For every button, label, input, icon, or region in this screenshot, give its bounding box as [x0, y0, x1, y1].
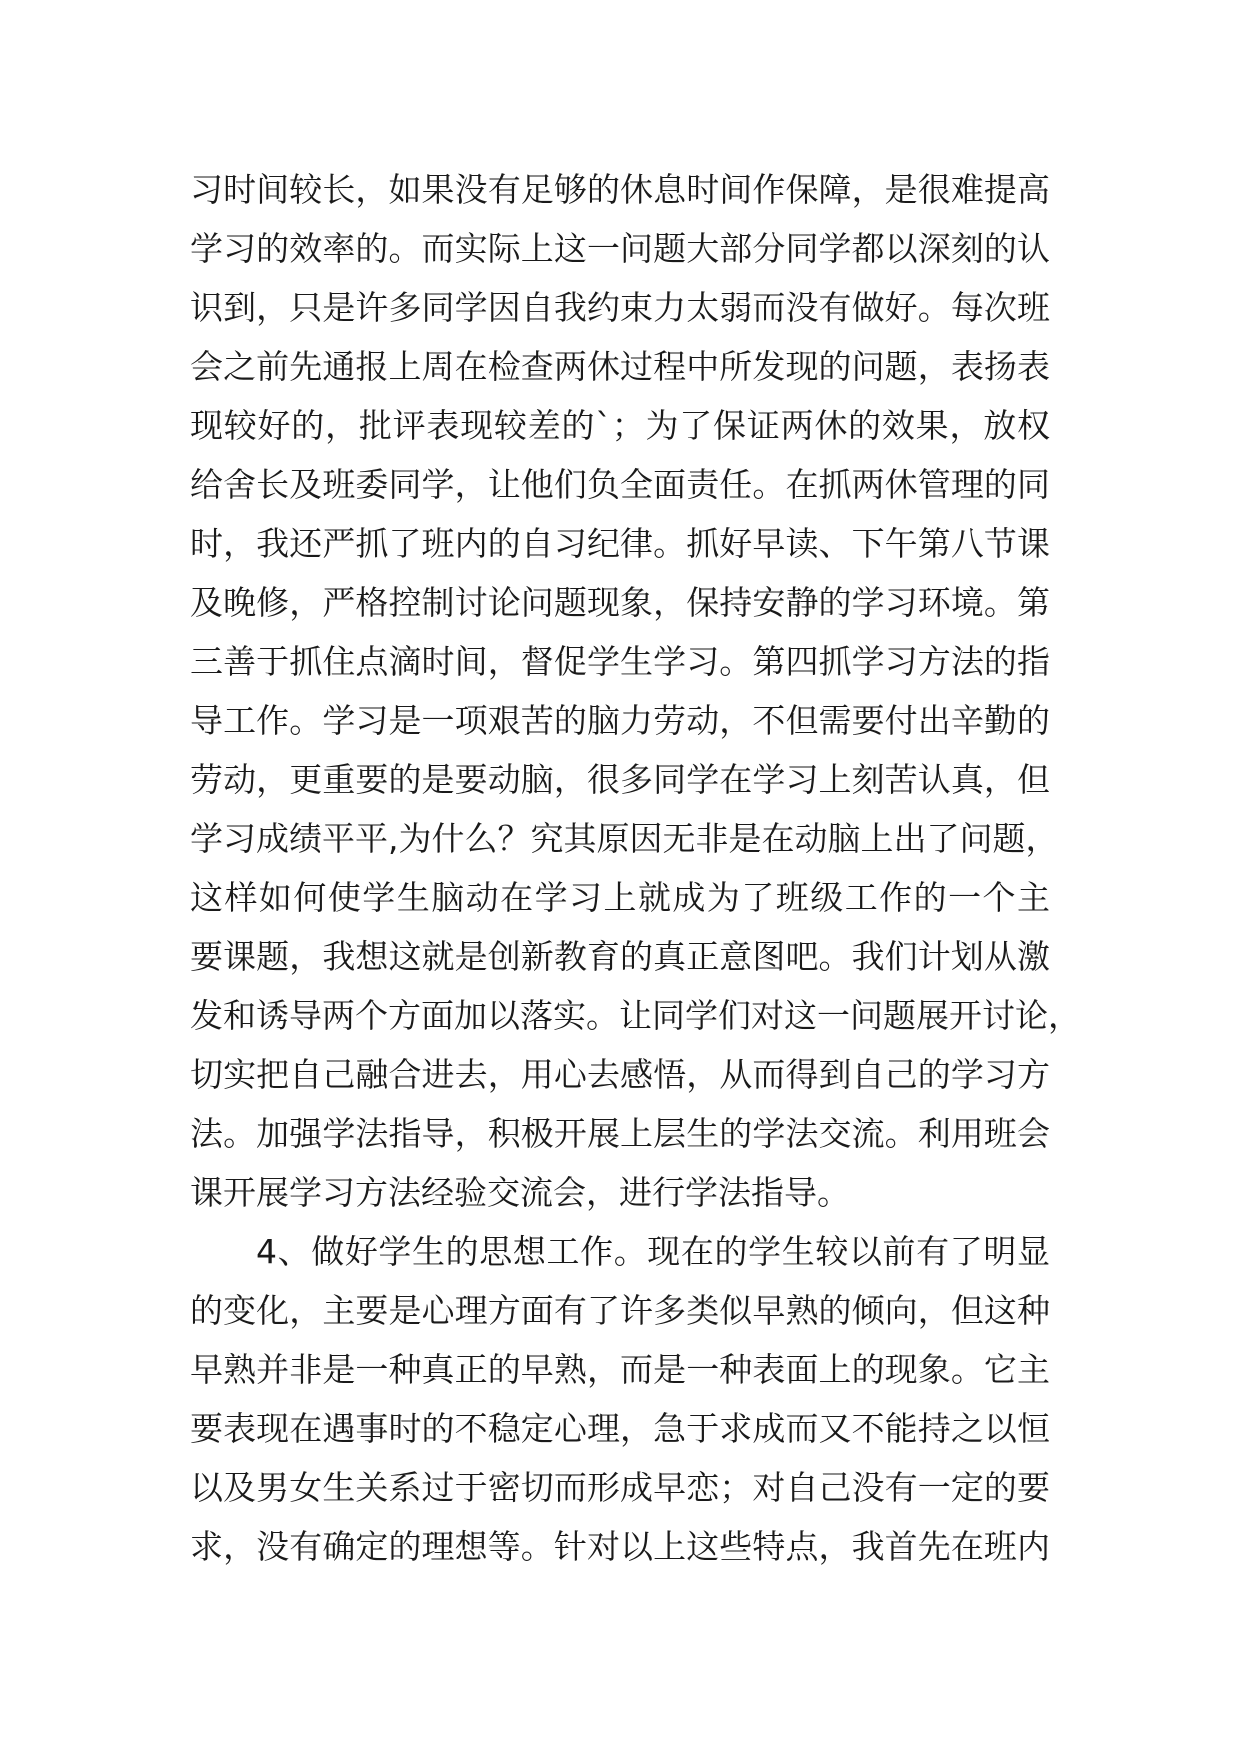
text-line: 给舍长及班委同学，让他们负全面责任。在抓两休管理的同: [190, 465, 1050, 504]
text-line: 时，我还严抓了班内的自习纪律。抓好早读、下午第八节课: [190, 524, 1050, 563]
text-line: 要课题，我想这就是创新教育的真正意图吧。我们计划从激: [190, 937, 1050, 976]
text-line: 导工作。学习是一项艰苦的脑力劳动，不但需要付出辛勤的: [190, 701, 1050, 740]
text-line: 学习成绩平平,为什么？究其原因无非是在动脑上出了问题，: [190, 819, 1059, 858]
text-line: 4、做好学生的思想工作。现在的学生较以前有了明显: [256, 1232, 1050, 1271]
document-body: [190, 160, 1081, 1576]
paragraph-1: [190, 160, 1081, 1222]
paragraph-2: [190, 1222, 1050, 1576]
text-line: 现较好的，批评表现较差的`；为了保证两休的效果，放权: [190, 406, 1050, 445]
text-line: 求，没有确定的理想等。针对以上这些特点，我首先在班内: [190, 1527, 1050, 1566]
text-line: 法。加强学法指导，积极开展上层生的学法交流。利用班会: [190, 1114, 1050, 1153]
text-line: 课开展学习方法经验交流会，进行学法指导。: [190, 1173, 850, 1212]
text-line: 三善于抓住点滴时间，督促学生学习。第四抓学习方法的指: [190, 642, 1050, 681]
text-line: 以及男女生关系过于密切而形成早恋；对自己没有一定的要: [190, 1468, 1050, 1507]
text-line: 识到，只是许多同学因自我约束力太弱而没有做好。每次班: [190, 288, 1050, 327]
text-line: 学习的效率的。而实际上这一问题大部分同学都以深刻的认: [190, 229, 1050, 268]
text-line: 习时间较长，如果没有足够的休息时间作保障，是很难提高: [190, 170, 1050, 209]
text-line: 要表现在遇事时的不稳定心理，急于求成而又不能持之以恒: [190, 1409, 1050, 1448]
text-line: 的变化，主要是心理方面有了许多类似早熟的倾向，但这种: [190, 1291, 1050, 1330]
text-line: 早熟并非是一种真正的早熟，而是一种表面上的现象。它主: [190, 1350, 1050, 1389]
text-line: 发和诱导两个方面加以落实。让同学们对这一问题展开讨论，: [190, 996, 1081, 1035]
text-line: 这样如何使学生脑动在学习上就成为了班级工作的一个主: [190, 878, 1050, 917]
text-line: 劳动，更重要的是要动脑，很多同学在学习上刻苦认真，但: [190, 760, 1050, 799]
text-line: 切实把自己融合进去，用心去感悟，从而得到自己的学习方: [190, 1055, 1050, 1094]
text-line: 及晚修，严格控制讨论问题现象，保持安静的学习环境。第: [190, 583, 1050, 622]
text-line: 会之前先通报上周在检查两休过程中所发现的问题，表扬表: [190, 347, 1050, 386]
